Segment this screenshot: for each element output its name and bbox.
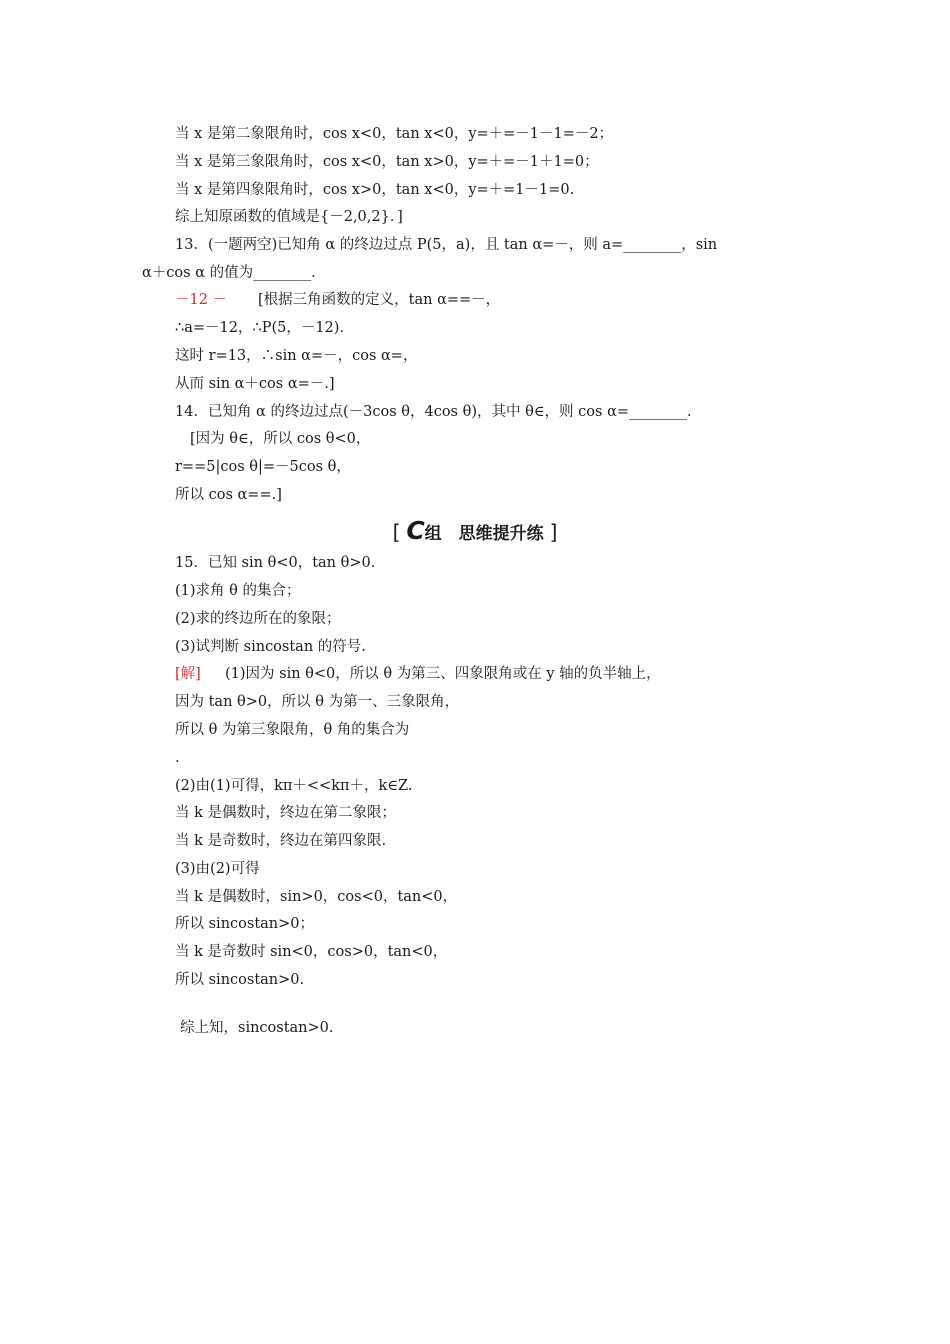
text-line: r==5|cos θ|=－5cos θ， <box>175 459 351 475</box>
section-open-bracket: [ <box>392 520 401 544</box>
section-letter: C <box>406 516 425 545</box>
text-line: 当 k 是偶数时，终边在第二象限； <box>175 805 397 821</box>
section-header-c <box>0 516 950 546</box>
text-line: 所以 sincostan>0. <box>175 972 305 988</box>
text-line: 所以 sincostan>0； <box>175 916 315 932</box>
text-line: 当 x 是第二象限角时，cos x<0，tan x<0，y=＋=－1－1=－2； <box>175 126 614 142</box>
text-line: 因为 tan θ>0，所以 θ 为第一、三象限角， <box>175 694 460 710</box>
text-line: 从而 sin α＋cos α=－.] <box>175 376 335 392</box>
text-line: (2)由(1)可得，kπ＋<<kπ＋，k∈Z. <box>175 778 413 794</box>
text-line: . <box>175 750 180 766</box>
text-line: 所以 θ 为第三象限角，θ 角的集合为 <box>175 722 410 738</box>
text-line: 14．已知角 α 的终边过点(－3cos θ，4cos θ)，其中 θ∈，则 cos α=________． <box>175 404 702 420</box>
text-line: 当 x 是第四象限角时，cos x>0，tan x<0，y=＋=1－1=0. <box>175 182 575 198</box>
text-line: 15．已知 sin θ<0，tan θ>0. <box>175 555 376 571</box>
text-line: 综上知，sincostan>0. <box>180 1020 334 1036</box>
text-line: α＋cos α 的值为________． <box>142 265 326 281</box>
text-line: [因为 θ∈，所以 cos θ<0， <box>190 431 371 447</box>
text-line: 当 k 是奇数时 sin<0，cos>0，tan<0， <box>175 944 448 960</box>
text-line: 综上知原函数的值域是{－2,0,2}．] <box>175 209 403 225</box>
text-line: (2)求的终边所在的象限； <box>175 611 341 627</box>
text-line: －12 － <box>175 292 228 308</box>
text-line: (1)求角 θ 的集合； <box>175 583 301 599</box>
section-close-bracket: ] <box>549 520 558 544</box>
text-line: 当 x 是第三象限角时，cos x<0，tan x>0，y=＋=－1＋1=0； <box>175 154 599 170</box>
text-line: [解] <box>175 666 201 682</box>
text-line: ∴a=－12，∴P(5，－12)． <box>175 320 354 336</box>
text-line: 所以 cos α==.] <box>175 487 282 503</box>
text-line: (1)因为 sin θ<0，所以 θ 为第三、四象限角或在 y 轴的负半轴上， <box>225 666 661 682</box>
text-line: [根据三角函数的定义，tan α==－， <box>258 292 501 308</box>
text-line: 13．(一题两空)已知角 α 的终边过点 P(5，a)，且 tan α=－，则 a=________，sin <box>175 237 718 253</box>
text-line: (3)由(2)可得 <box>175 861 260 877</box>
text-line: 这时 r=13，∴sin α=－，cos α=， <box>175 348 418 364</box>
text-line: 当 k 是奇数时，终边在第四象限. <box>175 833 387 849</box>
text-line: (3)试判断 sincostan 的符号. <box>175 639 366 655</box>
text-line: 当 k 是偶数时，sin>0，cos<0，tan<0， <box>175 889 458 905</box>
section-label: 组 思维提升练 <box>424 524 544 544</box>
